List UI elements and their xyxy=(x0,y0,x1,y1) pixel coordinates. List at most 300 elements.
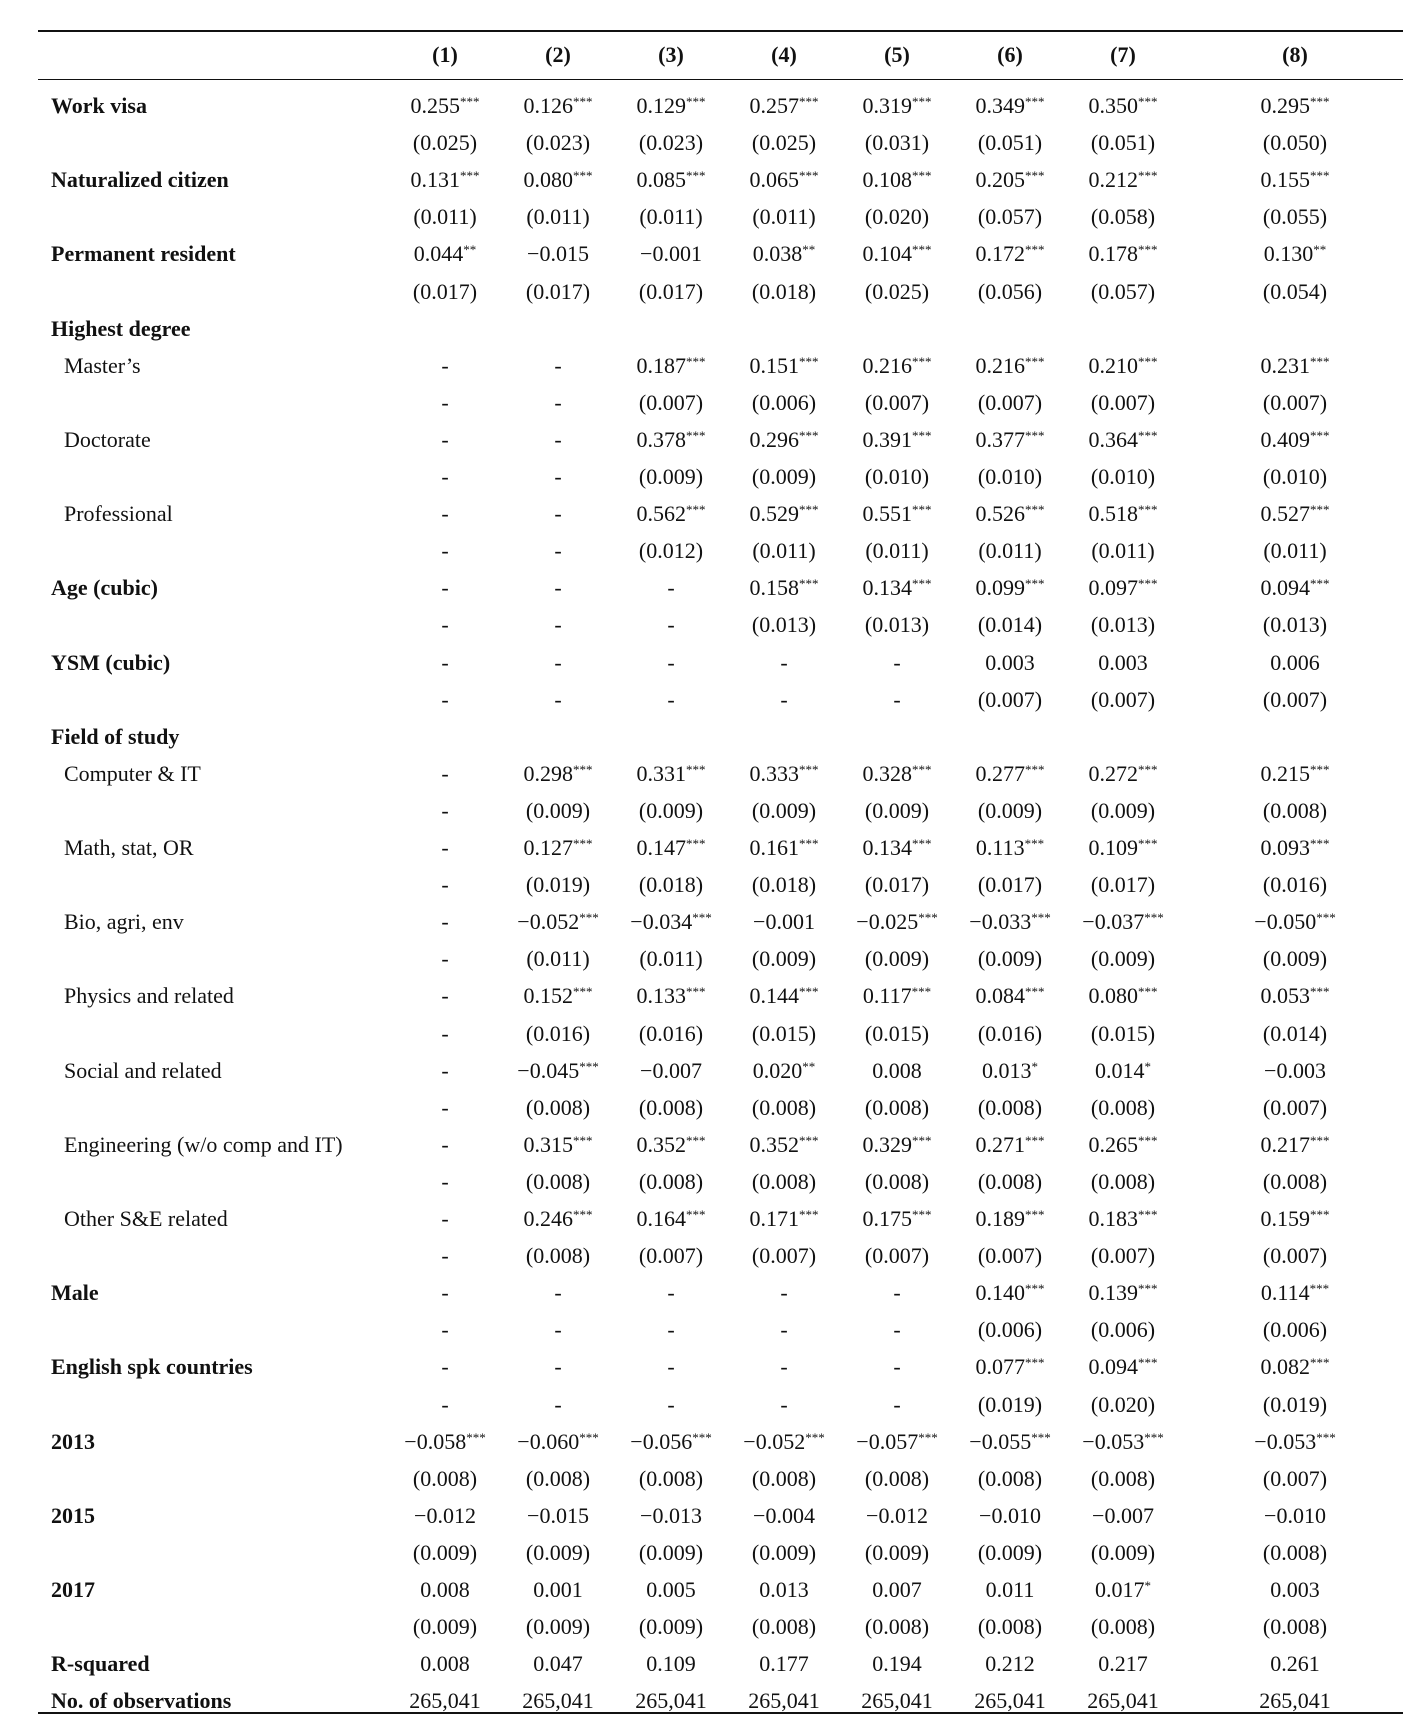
standard-error-cell: (0.050) xyxy=(1262,130,1328,156)
coefficient-cell: 0.187*** xyxy=(636,352,706,378)
coefficient-cell: 0.329*** xyxy=(862,1131,932,1157)
row-label: Field of study xyxy=(51,723,180,749)
standard-error-cell: (0.017) xyxy=(525,278,591,304)
row-label: Highest degree xyxy=(51,315,191,341)
standard-error-cell: (0.007) xyxy=(977,1243,1043,1269)
standard-error-cell: (0.009) xyxy=(977,946,1043,972)
standard-error-cell: (0.007) xyxy=(977,389,1043,415)
coefficient-cell: 0.265*** xyxy=(1088,1131,1158,1157)
coefficient-cell: 0.017* xyxy=(1095,1577,1151,1602)
coefficient-cell: 0.331*** xyxy=(636,760,706,786)
standard-error-cell: (0.017) xyxy=(412,278,478,304)
row-label: YSM (cubic) xyxy=(51,649,171,675)
row-label: No. of observations xyxy=(51,1688,232,1714)
coefficient-cell: −0.012 xyxy=(414,1502,476,1528)
standard-error-cell: (0.008) xyxy=(525,1243,591,1269)
coefficient-cell: −0.010 xyxy=(979,1502,1041,1528)
standard-error-cell: (0.016) xyxy=(638,1020,704,1046)
coefficient-cell: 0.296*** xyxy=(749,426,819,452)
coefficient-cell: 0.352*** xyxy=(749,1131,819,1157)
coefficient-cell: - xyxy=(554,1280,562,1306)
coefficient-cell: 0.527*** xyxy=(1260,501,1330,527)
standard-error-cell: (0.009) xyxy=(525,797,591,823)
coefficient-cell: 0.104*** xyxy=(862,241,932,267)
standard-error-cell: (0.019) xyxy=(525,872,591,898)
standard-error-cell: (0.009) xyxy=(638,797,704,823)
standard-error-cell: (0.019) xyxy=(1262,1391,1328,1417)
coefficient-cell: - xyxy=(441,352,449,378)
row-label: Physics and related xyxy=(64,983,234,1009)
coefficient-cell: - xyxy=(441,464,449,489)
standard-error-cell: (0.008) xyxy=(864,1614,930,1640)
coefficient-cell: −0.013 xyxy=(640,1502,702,1528)
standard-error-cell: (0.023) xyxy=(638,130,704,156)
standard-error-cell: (0.008) xyxy=(525,1465,591,1491)
column-header: (5) xyxy=(884,42,910,67)
coefficient-cell: - xyxy=(780,686,788,712)
standard-error-cell: (0.018) xyxy=(751,278,817,304)
coefficient-cell: - xyxy=(441,649,449,675)
standard-error-cell: (0.009) xyxy=(638,1539,704,1565)
standard-error-cell: (0.016) xyxy=(977,1020,1043,1046)
coefficient-cell: 0.130** xyxy=(1263,241,1327,267)
coefficient-cell: - xyxy=(667,649,675,675)
standard-error-cell: (0.010) xyxy=(864,464,930,489)
standard-error-cell: (0.009) xyxy=(751,797,817,823)
standard-error-cell: (0.008) xyxy=(1090,1614,1156,1640)
standard-error-cell: (0.025) xyxy=(412,130,478,156)
coefficient-cell: −0.001 xyxy=(753,909,815,935)
column-header: (7) xyxy=(1110,42,1136,67)
coefficient-cell: - xyxy=(893,1280,901,1306)
coefficient-cell: 0.551*** xyxy=(862,501,932,527)
coefficient-cell: 0.246*** xyxy=(523,1206,593,1231)
standard-error-cell: (0.008) xyxy=(1262,1539,1328,1565)
standard-error-cell: (0.009) xyxy=(751,946,817,972)
coefficient-cell: 0.277*** xyxy=(975,760,1045,786)
standard-error-cell: (0.031) xyxy=(864,130,930,156)
coefficient-cell: 0.129*** xyxy=(636,93,706,118)
coefficient-cell: 0.109 xyxy=(646,1651,696,1677)
standard-error-cell: (0.017) xyxy=(1090,872,1156,898)
coefficient-cell: - xyxy=(554,352,562,378)
coefficient-cell: - xyxy=(893,686,901,712)
coefficient-cell: 0.114*** xyxy=(1260,1280,1330,1306)
coefficient-cell: 0.140*** xyxy=(975,1280,1045,1306)
coefficient-cell: 0.212*** xyxy=(1088,167,1158,193)
coefficient-cell: 0.152*** xyxy=(523,983,593,1009)
standard-error-cell: (0.008) xyxy=(1090,1168,1156,1194)
standard-error-cell: (0.009) xyxy=(864,1539,930,1565)
standard-error-cell: (0.025) xyxy=(864,278,930,304)
coefficient-cell: 0.178*** xyxy=(1088,241,1158,267)
coefficient-cell: - xyxy=(441,983,449,1009)
coefficient-cell: - xyxy=(554,389,562,415)
coefficient-cell: - xyxy=(667,1391,675,1417)
coefficient-cell: - xyxy=(441,1094,449,1120)
standard-error-cell: (0.017) xyxy=(638,278,704,304)
standard-error-cell: (0.007) xyxy=(977,686,1043,712)
coefficient-cell: 0.409*** xyxy=(1260,426,1330,452)
standard-error-cell: (0.009) xyxy=(525,1614,591,1640)
coefficient-cell: - xyxy=(780,1391,788,1417)
coefficient-cell: 0.108*** xyxy=(862,167,932,193)
standard-error-cell: (0.020) xyxy=(1090,1391,1156,1417)
coefficient-cell: −0.037*** xyxy=(1082,909,1164,935)
coefficient-cell: 265,041 xyxy=(522,1688,594,1714)
coefficient-cell: 0.013 xyxy=(759,1577,809,1602)
coefficient-cell: - xyxy=(554,612,562,638)
standard-error-cell: (0.008) xyxy=(751,1094,817,1120)
coefficient-cell: 0.126*** xyxy=(523,93,593,118)
coefficient-cell: - xyxy=(780,1280,788,1306)
standard-error-cell: (0.020) xyxy=(864,204,930,230)
coefficient-cell: 265,041 xyxy=(1259,1688,1331,1714)
coefficient-cell: 0.159*** xyxy=(1260,1206,1330,1231)
coefficient-cell: −0.001 xyxy=(640,241,702,267)
coefficient-cell: 0.084*** xyxy=(975,983,1045,1009)
coefficient-cell: 0.529*** xyxy=(749,501,819,527)
row-label: Engineering (w/o comp and IT) xyxy=(64,1131,343,1157)
coefficient-cell: 0.298*** xyxy=(523,760,593,786)
standard-error-cell: (0.009) xyxy=(412,1539,478,1565)
column-header: (2) xyxy=(545,42,571,67)
standard-error-cell: (0.008) xyxy=(638,1465,704,1491)
standard-error-cell: (0.057) xyxy=(977,204,1043,230)
standard-error-cell: (0.008) xyxy=(638,1168,704,1194)
coefficient-cell: - xyxy=(441,575,449,601)
coefficient-cell: 0.216*** xyxy=(975,352,1045,378)
coefficient-cell: 0.003 xyxy=(1098,649,1148,675)
standard-error-cell: (0.007) xyxy=(1090,1243,1156,1269)
coefficient-cell: 0.053*** xyxy=(1260,983,1330,1009)
row-label: Bio, agri, env xyxy=(64,909,184,935)
coefficient-cell: - xyxy=(441,872,449,898)
coefficient-cell: 0.257*** xyxy=(749,93,819,118)
standard-error-cell: (0.013) xyxy=(1262,612,1328,638)
standard-error-cell: (0.007) xyxy=(751,1243,817,1269)
coefficient-cell: −0.025*** xyxy=(856,909,938,935)
standard-error-cell: (0.008) xyxy=(751,1168,817,1194)
standard-error-cell: (0.006) xyxy=(1090,1317,1156,1343)
coefficient-cell: 0.099*** xyxy=(975,575,1045,601)
coefficient-cell: - xyxy=(441,686,449,712)
coefficient-cell: 0.333*** xyxy=(749,760,819,786)
coefficient-cell: −0.045*** xyxy=(517,1057,599,1083)
standard-error-cell: (0.011) xyxy=(752,538,816,564)
standard-error-cell: (0.057) xyxy=(1090,278,1156,304)
coefficient-cell: - xyxy=(441,835,449,860)
coefficient-cell: −0.033*** xyxy=(969,909,1051,935)
standard-error-cell: (0.009) xyxy=(638,1614,704,1640)
coefficient-cell: 0.212 xyxy=(985,1651,1035,1677)
coefficient-cell: −0.004 xyxy=(753,1502,815,1528)
coefficient-cell: 0.171*** xyxy=(749,1206,819,1231)
coefficient-cell: 265,041 xyxy=(748,1688,820,1714)
coefficient-cell: 0.172*** xyxy=(975,241,1045,267)
standard-error-cell: (0.008) xyxy=(525,1168,591,1194)
standard-error-cell: (0.009) xyxy=(525,1539,591,1565)
coefficient-cell: - xyxy=(554,1354,562,1380)
coefficient-cell: - xyxy=(441,1168,449,1194)
coefficient-cell: - xyxy=(667,1354,675,1380)
standard-error-cell: (0.010) xyxy=(1262,464,1328,489)
coefficient-cell: - xyxy=(780,649,788,675)
standard-error-cell: (0.008) xyxy=(1262,1168,1328,1194)
row-label: Permanent resident xyxy=(51,241,236,267)
row-label: Male xyxy=(51,1280,99,1306)
standard-error-cell: (0.008) xyxy=(977,1168,1043,1194)
coefficient-cell: 0.080*** xyxy=(523,167,593,193)
standard-error-cell: (0.008) xyxy=(977,1094,1043,1120)
row-label: Master’s xyxy=(64,352,141,378)
standard-error-cell: (0.007) xyxy=(864,389,930,415)
coefficient-cell: - xyxy=(893,1354,901,1380)
coefficient-cell: 0.144*** xyxy=(749,983,819,1009)
coefficient-cell: 0.134*** xyxy=(862,835,932,860)
standard-error-cell: (0.011) xyxy=(865,538,929,564)
coefficient-cell: 0.117*** xyxy=(862,983,932,1009)
standard-error-cell: (0.016) xyxy=(525,1020,591,1046)
coefficient-cell: 0.014* xyxy=(1095,1057,1151,1083)
coefficient-cell: - xyxy=(441,1391,449,1417)
coefficient-cell: - xyxy=(441,797,449,823)
coefficient-cell: 265,041 xyxy=(635,1688,707,1714)
coefficient-cell: 0.295*** xyxy=(1260,93,1330,118)
standard-error-cell: (0.008) xyxy=(751,1614,817,1640)
standard-error-cell: (0.023) xyxy=(525,130,591,156)
standard-error-cell: (0.009) xyxy=(1262,946,1328,972)
coefficient-cell: 0.001 xyxy=(533,1577,583,1602)
row-label: 2015 xyxy=(51,1502,95,1528)
standard-error-cell: (0.007) xyxy=(638,1243,704,1269)
standard-error-cell: (0.013) xyxy=(751,612,817,638)
row-label: 2013 xyxy=(51,1428,95,1454)
coefficient-cell: - xyxy=(554,1391,562,1417)
column-header: (8) xyxy=(1282,42,1308,67)
coefficient-cell: - xyxy=(554,538,562,564)
column-header: (6) xyxy=(997,42,1023,67)
coefficient-cell: 0.077*** xyxy=(975,1354,1045,1380)
coefficient-cell: 0.189*** xyxy=(975,1206,1045,1231)
standard-error-cell: (0.008) xyxy=(977,1614,1043,1640)
standard-error-cell: (0.009) xyxy=(977,797,1043,823)
standard-error-cell: (0.019) xyxy=(977,1391,1043,1417)
coefficient-cell: - xyxy=(554,1317,562,1343)
standard-error-cell: (0.014) xyxy=(977,612,1043,638)
coefficient-cell: 0.315*** xyxy=(523,1131,593,1157)
row-label: Professional xyxy=(64,501,173,527)
standard-error-cell: (0.015) xyxy=(1090,1020,1156,1046)
coefficient-cell: 0.175*** xyxy=(862,1206,932,1231)
coefficient-cell: −0.055*** xyxy=(969,1428,1051,1454)
coefficient-cell: 265,041 xyxy=(861,1688,933,1714)
coefficient-cell: - xyxy=(441,1206,449,1231)
column-header: (4) xyxy=(771,42,797,67)
coefficient-cell: 0.003 xyxy=(985,649,1035,675)
column-header: (3) xyxy=(658,42,684,67)
coefficient-cell: - xyxy=(554,464,562,489)
standard-error-cell: (0.013) xyxy=(1090,612,1156,638)
standard-error-cell: (0.015) xyxy=(751,1020,817,1046)
standard-error-cell: (0.055) xyxy=(1262,204,1328,230)
standard-error-cell: (0.007) xyxy=(638,389,704,415)
standard-error-cell: (0.007) xyxy=(864,1243,930,1269)
coefficient-cell: - xyxy=(441,426,449,452)
coefficient-cell: 0.127*** xyxy=(523,835,593,860)
standard-error-cell: (0.008) xyxy=(1090,1465,1156,1491)
coefficient-cell: - xyxy=(441,538,449,564)
coefficient-cell: 0.006 xyxy=(1270,649,1320,675)
column-header: (1) xyxy=(432,42,458,67)
coefficient-cell: 0.216*** xyxy=(862,352,932,378)
coefficient-cell: 0.255*** xyxy=(410,93,480,118)
coefficient-cell: 0.133*** xyxy=(636,983,706,1009)
standard-error-cell: (0.016) xyxy=(1262,872,1328,898)
table-header-rule xyxy=(38,79,1403,80)
coefficient-cell: - xyxy=(441,1057,449,1083)
standard-error-cell: (0.051) xyxy=(977,130,1043,156)
coefficient-cell: - xyxy=(554,426,562,452)
coefficient-cell: −0.034*** xyxy=(630,909,712,935)
standard-error-cell: (0.014) xyxy=(1262,1020,1328,1046)
standard-error-cell: (0.025) xyxy=(751,130,817,156)
coefficient-cell: 0.131*** xyxy=(410,167,480,193)
coefficient-cell: - xyxy=(441,1020,449,1046)
coefficient-cell: 0.350*** xyxy=(1088,93,1158,118)
coefficient-cell: - xyxy=(893,649,901,675)
coefficient-cell: 265,041 xyxy=(1087,1688,1159,1714)
coefficient-cell: −0.007 xyxy=(1092,1502,1154,1528)
standard-error-cell: (0.009) xyxy=(1090,797,1156,823)
coefficient-cell: 0.349*** xyxy=(975,93,1045,118)
coefficient-cell: - xyxy=(780,1317,788,1343)
row-label: Social and related xyxy=(64,1057,222,1083)
coefficient-cell: 265,041 xyxy=(409,1688,481,1714)
coefficient-cell: −0.015 xyxy=(527,241,589,267)
standard-error-cell: (0.054) xyxy=(1262,278,1328,304)
coefficient-cell: - xyxy=(441,1243,449,1269)
standard-error-cell: (0.008) xyxy=(525,1094,591,1120)
standard-error-cell: (0.009) xyxy=(751,464,817,489)
coefficient-cell: 0.217*** xyxy=(1260,1131,1330,1157)
coefficient-cell: 0.113*** xyxy=(975,835,1045,860)
coefficient-cell: 0.008 xyxy=(420,1577,470,1602)
standard-error-cell: (0.006) xyxy=(1262,1317,1328,1343)
coefficient-cell: - xyxy=(441,1317,449,1343)
standard-error-cell: (0.011) xyxy=(1091,538,1155,564)
coefficient-cell: - xyxy=(554,686,562,712)
standard-error-cell: (0.012) xyxy=(638,538,704,564)
coefficient-cell: 0.082*** xyxy=(1260,1354,1330,1380)
standard-error-cell: (0.011) xyxy=(752,204,816,230)
standard-error-cell: (0.006) xyxy=(977,1317,1043,1343)
coefficient-cell: - xyxy=(441,1131,449,1157)
coefficient-cell: 0.272*** xyxy=(1088,760,1158,786)
standard-error-cell: (0.011) xyxy=(413,204,477,230)
row-label: Other S&E related xyxy=(64,1206,228,1231)
coefficient-cell: 0.139*** xyxy=(1088,1280,1158,1306)
coefficient-cell: 0.008 xyxy=(872,1057,922,1083)
standard-error-cell: (0.009) xyxy=(1090,1539,1156,1565)
standard-error-cell: (0.010) xyxy=(977,464,1043,489)
standard-error-cell: (0.011) xyxy=(526,946,590,972)
coefficient-cell: −0.056*** xyxy=(630,1428,712,1454)
standard-error-cell: (0.009) xyxy=(1090,946,1156,972)
coefficient-cell: −0.057*** xyxy=(856,1428,938,1454)
standard-error-cell: (0.009) xyxy=(864,946,930,972)
standard-error-cell: (0.007) xyxy=(1090,389,1156,415)
coefficient-cell: 0.134*** xyxy=(862,575,932,601)
row-label: Age (cubic) xyxy=(51,575,158,601)
coefficient-cell: 0.094*** xyxy=(1088,1354,1158,1380)
standard-error-cell: (0.009) xyxy=(638,464,704,489)
coefficient-cell: 0.328*** xyxy=(862,760,932,786)
coefficient-cell: - xyxy=(554,575,562,601)
row-label: Math, stat, OR xyxy=(64,835,194,860)
standard-error-cell: (0.011) xyxy=(639,204,703,230)
coefficient-cell: - xyxy=(441,501,449,527)
standard-error-cell: (0.010) xyxy=(1090,464,1156,489)
coefficient-cell: 0.319*** xyxy=(862,93,932,118)
coefficient-cell: 0.038** xyxy=(752,241,816,267)
coefficient-cell: - xyxy=(441,389,449,415)
standard-error-cell: (0.008) xyxy=(1090,1094,1156,1120)
coefficient-cell: 0.364*** xyxy=(1088,426,1158,452)
coefficient-cell: 0.013* xyxy=(982,1057,1038,1083)
coefficient-cell: 0.158*** xyxy=(749,575,819,601)
standard-error-cell: (0.051) xyxy=(1090,130,1156,156)
coefficient-cell: 0.205*** xyxy=(975,167,1045,193)
coefficient-cell: 0.391*** xyxy=(862,426,932,452)
coefficient-cell: 0.177 xyxy=(759,1651,809,1677)
coefficient-cell: −0.003 xyxy=(1264,1057,1326,1083)
coefficient-cell: 0.020** xyxy=(752,1057,816,1083)
standard-error-cell: (0.006) xyxy=(751,389,817,415)
coefficient-cell: 0.164*** xyxy=(636,1206,706,1231)
standard-error-cell: (0.008) xyxy=(864,1168,930,1194)
coefficient-cell: 0.085*** xyxy=(636,167,706,193)
standard-error-cell: (0.007) xyxy=(1262,1094,1328,1120)
coefficient-cell: - xyxy=(441,946,449,972)
standard-error-cell: (0.008) xyxy=(864,1465,930,1491)
coefficient-cell: 0.194 xyxy=(872,1651,922,1677)
standard-error-cell: (0.009) xyxy=(864,797,930,823)
coefficient-cell: −0.058*** xyxy=(404,1428,486,1454)
coefficient-cell: 0.378*** xyxy=(636,426,706,452)
standard-error-cell: (0.009) xyxy=(751,1539,817,1565)
coefficient-cell: 0.080*** xyxy=(1088,983,1158,1009)
coefficient-cell: - xyxy=(441,909,449,935)
coefficient-cell: −0.052*** xyxy=(517,909,599,935)
coefficient-cell: - xyxy=(667,686,675,712)
table-top-rule xyxy=(38,30,1403,32)
standard-error-cell: (0.009) xyxy=(412,1614,478,1640)
standard-error-cell: (0.018) xyxy=(751,872,817,898)
coefficient-cell: - xyxy=(441,1280,449,1306)
standard-error-cell: (0.009) xyxy=(977,1539,1043,1565)
coefficient-cell: −0.053*** xyxy=(1082,1428,1164,1454)
standard-error-cell: (0.008) xyxy=(638,1094,704,1120)
coefficient-cell: - xyxy=(441,1354,449,1380)
row-label: 2017 xyxy=(51,1577,95,1602)
coefficient-cell: 0.352*** xyxy=(636,1131,706,1157)
standard-error-cell: (0.013) xyxy=(864,612,930,638)
coefficient-cell: −0.060*** xyxy=(517,1428,599,1454)
coefficient-cell: - xyxy=(667,575,675,601)
coefficient-cell: 0.231*** xyxy=(1260,352,1330,378)
coefficient-cell: 0.562*** xyxy=(636,501,706,527)
